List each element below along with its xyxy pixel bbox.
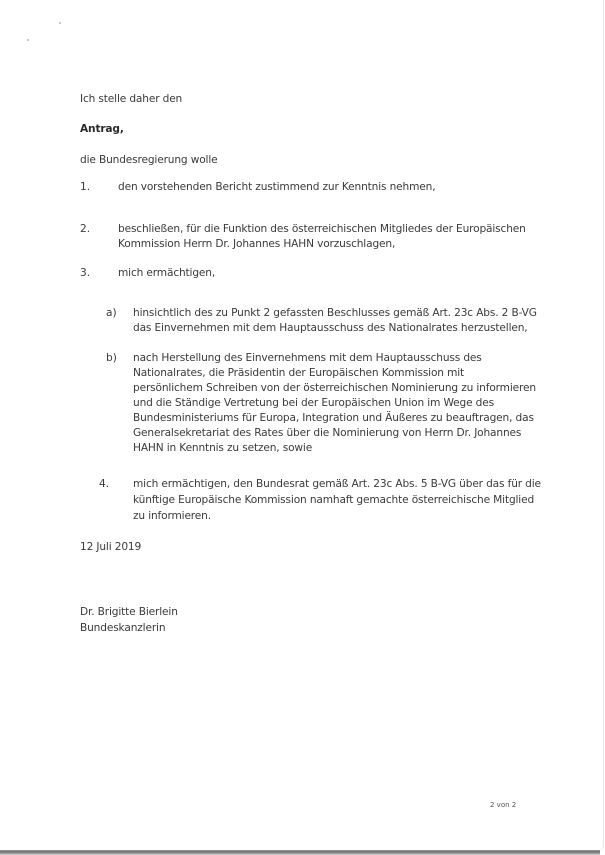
- item-text-line: künftige Europäische Kommission namhaft gemachte österreichische Mitglied: [133, 494, 535, 506]
- item-number: 4.: [99, 478, 110, 490]
- scan-speck: [59, 22, 61, 24]
- item-text-line: beschließen, für die Funktion des österreichischen Mitgliedes der Europäischen: [118, 223, 526, 235]
- scan-speck: [27, 39, 29, 41]
- item-number: 2.: [80, 223, 91, 235]
- sub-item-text-line: das Einvernehmen mit dem Hauptausschuss des Nationalrates herzustellen,: [133, 322, 528, 334]
- sub-item-text-line: hinsichtlich des zu Punkt 2 gefassten Beschlusses gemäß Art. 23c Abs. 2 B-VG: [133, 307, 537, 319]
- item-text-line: Kommission Herrn Dr. Johannes HAHN vorzuschlagen,: [118, 238, 396, 250]
- item-text-line: mich ermächtigen, den Bundesrat gemäß Art. 23c Abs. 5 B-VG über das für die: [133, 478, 541, 490]
- sub-item-label: a): [106, 307, 117, 319]
- sub-item-label: b): [106, 352, 117, 364]
- item-number: 1.: [80, 181, 91, 193]
- signatory-title: Bundeskanzlerin: [80, 622, 166, 634]
- lead-text: die Bundesregierung wolle: [80, 154, 218, 166]
- motion-heading: Antrag,: [80, 123, 124, 135]
- sub-item-text-line: Generalsekretariat des Rates über die Nominierung von Herrn Dr. Johannes: [133, 427, 522, 439]
- signatory-name: Dr. Brigitte Bierlein: [80, 606, 178, 618]
- sub-item-text-line: Bundesministeriums für Europa, Integration und Äußeres zu beauftragen, das: [133, 412, 534, 424]
- item-number: 3.: [80, 267, 91, 279]
- sub-item-text-line: nach Herstellung des Einvernehmens mit dem Hauptausschuss des: [133, 352, 482, 364]
- intro-text: Ich stelle daher den: [80, 93, 183, 105]
- sub-item-text-line: Nationalrates, die Präsidentin der Europäischen Kommission mit: [133, 367, 465, 379]
- sub-item-text-line: und die Ständige Vertretung bei der Europäischen Union im Wege des: [133, 397, 494, 409]
- sub-item-text-line: persönlichem Schreiben von der österreichischen Nominierung zu informieren: [133, 382, 536, 394]
- item-text-line: zu informieren.: [133, 510, 211, 522]
- item-text-line: den vorstehenden Bericht zustimmend zur Kenntnis nehmen,: [118, 181, 436, 193]
- scan-edge-shadow: [0, 850, 600, 855]
- page-number: 2 von 2: [490, 801, 517, 809]
- sub-item-text-line: HAHN in Kenntnis zu setzen, sowie: [133, 442, 313, 454]
- document-date: 12 Juli 2019: [80, 541, 142, 553]
- item-text-line: mich ermächtigen,: [118, 267, 216, 279]
